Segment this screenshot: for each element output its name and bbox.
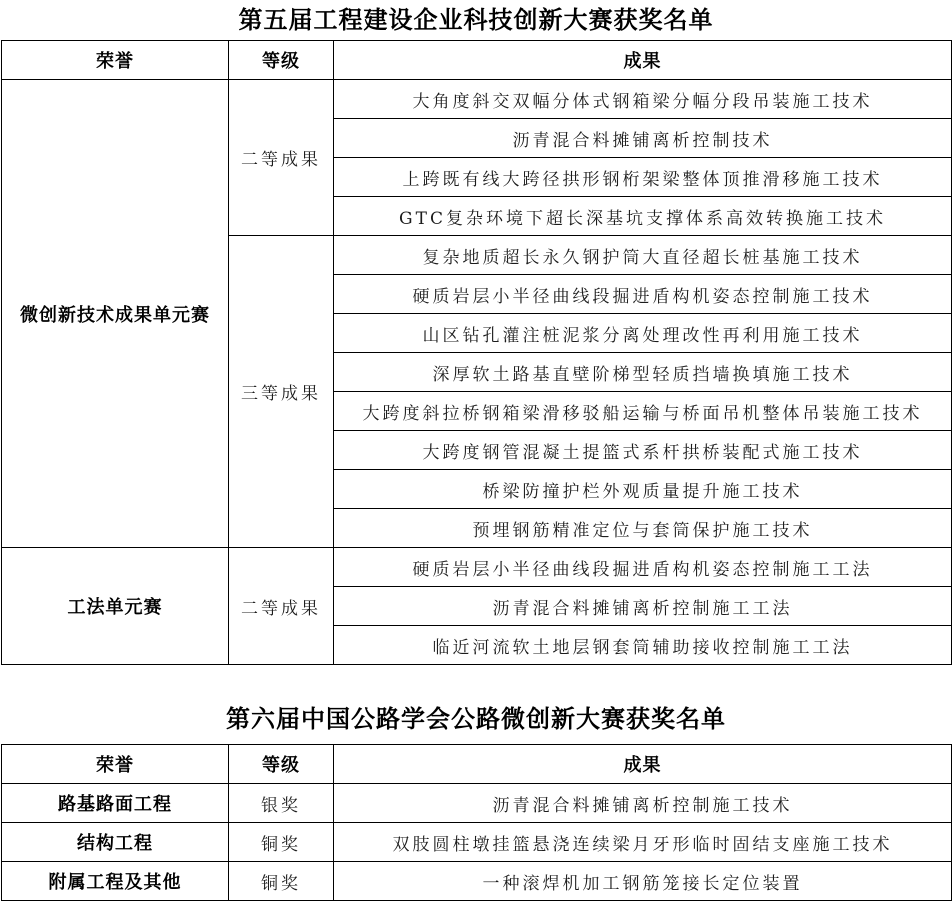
- grade-cell: 二等成果: [229, 548, 334, 665]
- awards-table-2: [1, 744, 952, 901]
- table1-title: 第五届工程建设企业科技创新大赛获奖名单: [238, 7, 714, 34]
- honor-cell: 附属工程及其他: [2, 862, 229, 901]
- grade-cell: 二等成果: [229, 80, 334, 236]
- table-header-row: [2, 41, 952, 80]
- table-row: [2, 823, 952, 862]
- grade-cell: 银奖: [229, 784, 334, 823]
- achievement-cell: GTC复杂环境下超长深基坑支撑体系高效转换施工技术: [334, 197, 952, 236]
- achievement-cell: 硬质岩层小半径曲线段掘进盾构机姿态控制施工工法: [334, 548, 952, 587]
- honor-cell: 微创新技术成果单元赛: [2, 80, 229, 548]
- achievement-cell: 大跨度钢管混凝土提篮式系杆拱桥装配式施工技术: [334, 431, 952, 470]
- grade-cell: 铜奖: [229, 862, 334, 901]
- achievement-cell: 复杂地质超长永久钢护筒大直径超长桩基施工技术: [334, 236, 952, 275]
- column-header-honor: 荣誉: [2, 41, 229, 80]
- honor-cell: 工法单元赛: [2, 548, 229, 665]
- achievement-cell: 大跨度斜拉桥钢箱梁滑移驳船运输与桥面吊机整体吊装施工技术: [334, 392, 952, 431]
- table-row: [2, 784, 952, 823]
- column-header-achievement: 成果: [334, 41, 952, 80]
- achievement-cell: 一种滚焊机加工钢筋笼接长定位装置: [334, 862, 952, 901]
- table-row: [2, 80, 952, 119]
- achievement-cell: 沥青混合料摊铺离析控制施工技术: [334, 784, 952, 823]
- column-header-achievement: 成果: [334, 745, 952, 784]
- achievement-cell: 桥梁防撞护栏外观质量提升施工技术: [334, 470, 952, 509]
- achievement-cell: 上跨既有线大跨径拱形钢桁架梁整体顶推滑移施工技术: [334, 158, 952, 197]
- achievement-cell: 深厚软土路基直壁阶梯型轻质挡墙换填施工技术: [334, 353, 952, 392]
- column-header-grade: 等级: [229, 41, 334, 80]
- table-row: [2, 862, 952, 901]
- column-header-grade: 等级: [229, 745, 334, 784]
- table2-title: 第六届中国公路学会公路微创新大赛获奖名单: [226, 706, 726, 733]
- column-header-honor: 荣誉: [2, 745, 229, 784]
- grade-cell: 铜奖: [229, 823, 334, 862]
- achievement-cell: 山区钻孔灌注桩泥浆分离处理改性再利用施工技术: [334, 314, 952, 353]
- honor-cell: 结构工程: [2, 823, 229, 862]
- achievement-cell: 沥青混合料摊铺离析控制施工工法: [334, 587, 952, 626]
- achievement-cell: 双肢圆柱墩挂篮悬浇连续梁月牙形临时固结支座施工技术: [334, 823, 952, 862]
- table-header-row: [2, 745, 952, 784]
- honor-cell: 路基路面工程: [2, 784, 229, 823]
- achievement-cell: 预埋钢筋精准定位与套筒保护施工技术: [334, 509, 952, 548]
- achievement-cell: 大角度斜交双幅分体式钢箱梁分幅分段吊装施工技术: [334, 80, 952, 119]
- achievement-cell: 沥青混合料摊铺离析控制技术: [334, 119, 952, 158]
- table-row: [2, 548, 952, 587]
- achievement-cell: 临近河流软土地层钢套筒辅助接收控制施工工法: [334, 626, 952, 665]
- achievement-cell: 硬质岩层小半径曲线段掘进盾构机姿态控制施工技术: [334, 275, 952, 314]
- awards-table-1: [1, 40, 952, 665]
- grade-cell: 三等成果: [229, 236, 334, 548]
